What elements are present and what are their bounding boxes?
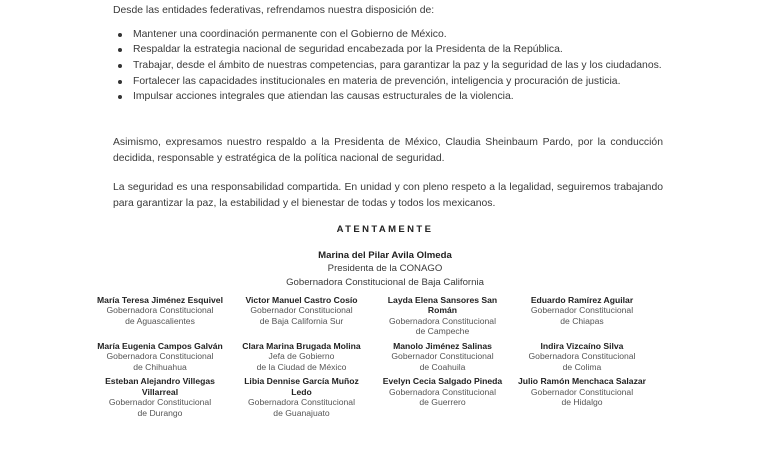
signatory-block — [230, 341, 373, 373]
signatory-role: Jefa de Gobierno — [268, 351, 335, 362]
signatory-name: María Teresa Jiménez Esquivel — [97, 294, 223, 305]
signatory-name: Victor Manuel Castro Cosío — [245, 294, 358, 305]
signatory-state: de la Ciudad de México — [256, 361, 347, 372]
list-item: Impulsar acciones integrales que atiendan las causas estructurales de la violencia. — [133, 89, 663, 105]
signatory-state: de Chiapas — [560, 315, 604, 326]
head-signatory — [0, 249, 770, 289]
signatory-block — [230, 295, 373, 337]
signatory-block — [90, 295, 230, 337]
support-paragraph: Asimismo, expresamos nuestro respaldo a la Presidenta de México, Claudia Sheinbaum Pardo, por la conducción decidida, responsable y estratégica de la política nacional de seguridad. — [113, 136, 663, 164]
signatory-name: Marina del Pilar Avila Olmeda — [318, 249, 452, 261]
signatory-role: Gobernadora Constitucional — [528, 351, 636, 362]
signatory-role: Gobernadora Constitucional — [388, 315, 496, 326]
list-item: Fortalecer las capacidades institucionales en materia de prevención, inteligencia y procuración de justicia. — [133, 74, 663, 90]
signatory-name: Indira Vizcaíno Silva — [540, 340, 624, 351]
signatory-role: Gobernadora Constitucional de Baja California — [286, 276, 484, 288]
signatory-name: Libia Dennise García Muñoz Ledo — [244, 376, 359, 397]
signatory-role: Gobernador Constitucional — [250, 305, 353, 316]
signatory-name: Eduardo Ramírez Aguilar — [530, 294, 634, 305]
closing-heading: ATENTAMENTE — [336, 223, 434, 235]
signatory-block — [90, 341, 230, 373]
signatory-state: de Guerrero — [419, 397, 466, 408]
signatory-state: de Aguascalientes — [125, 315, 195, 326]
signatory-state: de Baja California Sur — [259, 315, 344, 326]
signatory-role: Gobernadora Constitucional — [388, 386, 496, 397]
signatory-role: Gobernador Constitucional — [530, 305, 634, 316]
signatory-role: Presidenta de la CONAGO — [327, 263, 443, 275]
signatory-block — [512, 376, 652, 418]
commitments-list — [113, 27, 663, 105]
list-item: Mantener una coordinación permanente con el Gobierno de México. — [133, 27, 663, 43]
signatory-name: Julio Ramón Menchaca Salazar — [518, 376, 646, 387]
signatory-name: María Eugenia Campos Galván — [97, 340, 223, 351]
signatory-name: Layda Elena Sansores San Román — [387, 294, 498, 316]
shared-responsibility-paragraph: La seguridad es una responsabilidad compartida. En unidad y con pleno respeto a la legalidad, seguiremos trabajando para garantizar la paz, la estabilidad y el bienestar de todas y todos los mexicanos. — [113, 182, 663, 210]
signatory-state: de Campeche — [415, 326, 470, 337]
intro-text: Desde las entidades federativas, refrendamos nuestra disposición de: — [113, 5, 435, 16]
signatory-block — [90, 376, 230, 418]
signatory-state: de Guanajuato — [273, 407, 330, 418]
signatory-name: Evelyn Cecia Salgado Pineda — [382, 376, 503, 387]
document-body — [0, 3, 770, 418]
signatory-state: de Colima — [562, 361, 602, 372]
signatory-role: Gobernadora Constitucional — [106, 351, 214, 362]
signatory-name: Clara Marina Brugada Molina — [242, 340, 361, 351]
signatory-block — [512, 295, 652, 337]
signatory-state: de Coahuila — [419, 361, 466, 372]
signatory-role: Gobernadora Constitucional — [106, 305, 214, 316]
signatory-name: Esteban Alejandro Villegas Villarreal — [105, 376, 215, 397]
signatory-state: de Hidalgo — [561, 397, 603, 408]
list-item: Trabajar, desde el ámbito de nuestras competencias, para garantizar la paz y la seguridad de las y los ciudadanos. — [133, 58, 663, 74]
signatory-state: de Durango — [137, 407, 183, 418]
signatory-role: Gobernador Constitucional — [108, 397, 212, 408]
signatory-block — [512, 341, 652, 373]
signatory-role: Gobernadora Constitucional — [247, 397, 355, 408]
signatory-state: de Chihuahua — [133, 361, 187, 372]
signatory-block — [373, 376, 512, 418]
signatory-name: Manolo Jiménez Salinas — [393, 340, 492, 351]
signatory-block — [373, 341, 512, 373]
signatory-block — [230, 376, 373, 418]
signatory-role: Gobernador Constitucional — [530, 386, 634, 397]
signatory-role: Gobernador Constitucional — [391, 351, 494, 362]
signatory-block — [373, 295, 512, 337]
list-item: Respaldar la estrategia nacional de seguridad encabezada por la Presidenta de la República. — [133, 42, 663, 58]
signatories-grid — [90, 295, 770, 419]
